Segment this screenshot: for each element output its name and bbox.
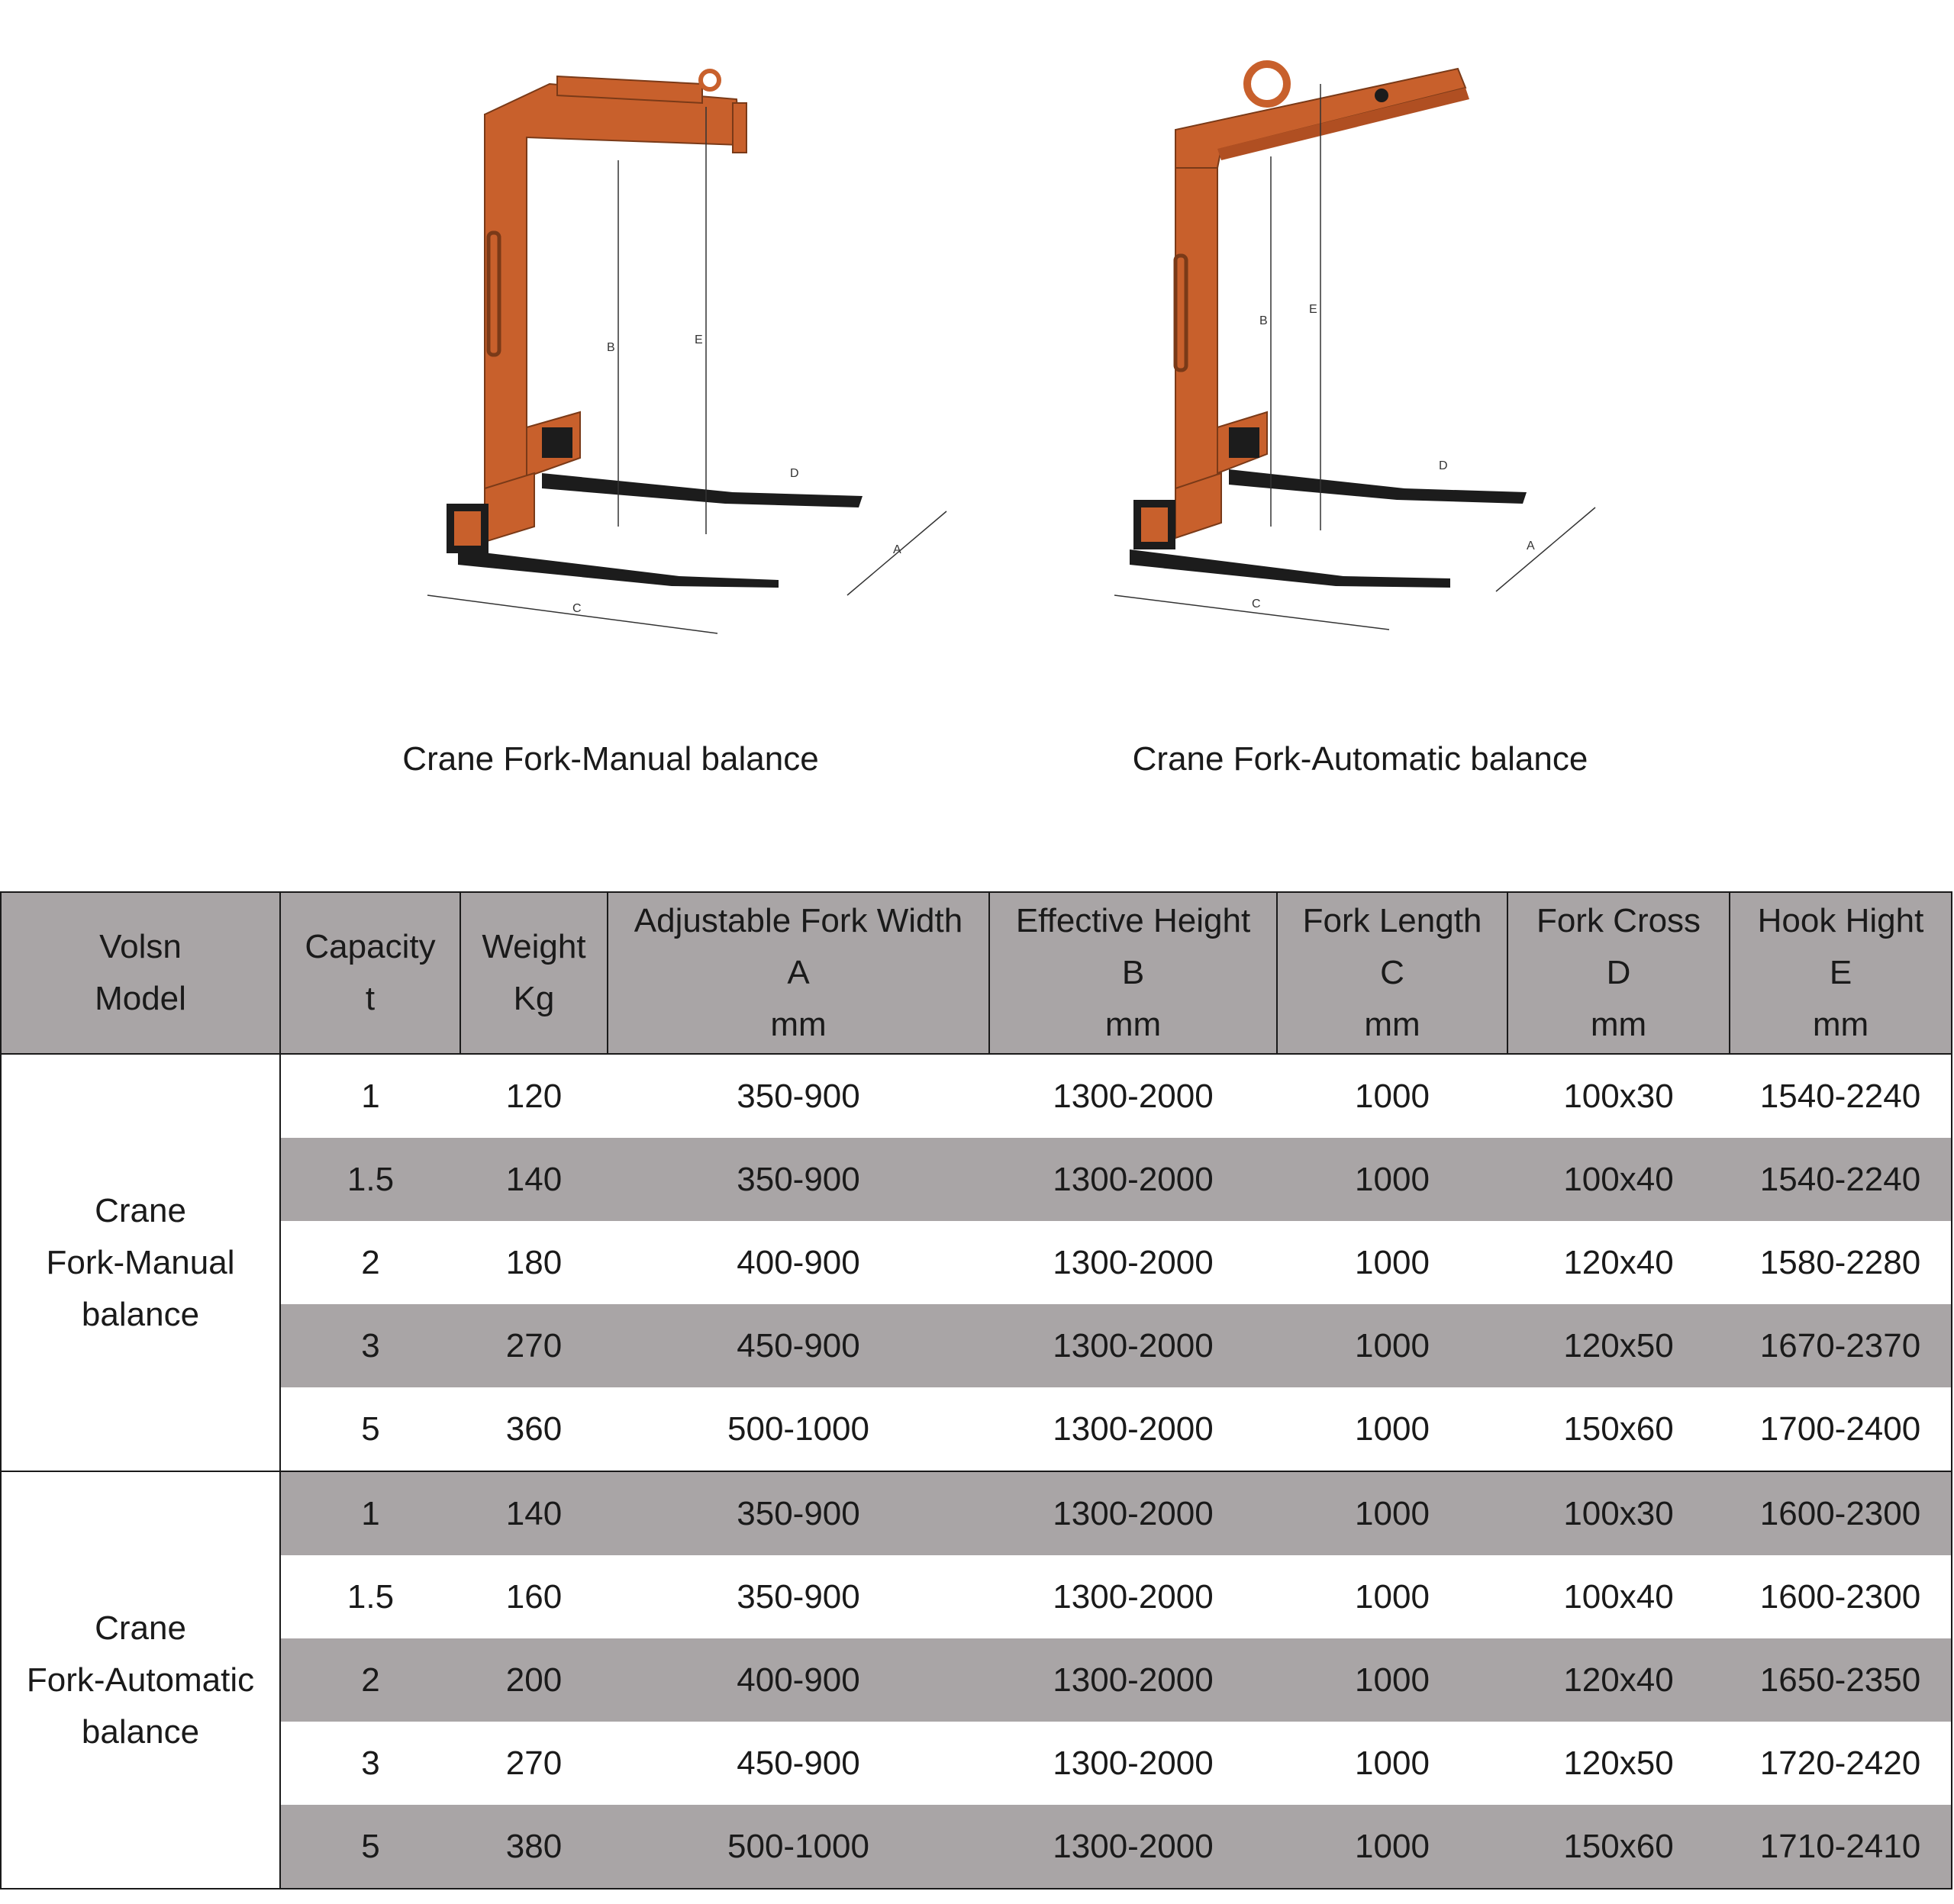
table-cell: 5: [280, 1805, 460, 1889]
table-cell: 3: [280, 1722, 460, 1805]
table-cell: 1600-2300: [1730, 1471, 1952, 1555]
table-body: [1, 1054, 1952, 1889]
fork-upper: [542, 473, 863, 507]
table-cell: 1300-2000: [989, 1054, 1277, 1138]
table-cell: 2: [280, 1638, 460, 1722]
column-header-line: Model: [95, 980, 186, 1017]
table-cell: 100x40: [1507, 1555, 1730, 1638]
table-row: [1, 1722, 1952, 1805]
table-cell: 120x40: [1507, 1221, 1730, 1304]
table-cell: 1540-2240: [1730, 1138, 1952, 1221]
column-header-line: mm: [1590, 1006, 1647, 1043]
table-cell: 400-900: [608, 1221, 989, 1304]
table-cell: 500-1000: [608, 1387, 989, 1471]
table-cell: 1000: [1277, 1805, 1507, 1889]
table-cell: 160: [460, 1555, 608, 1638]
table-row: [1, 1638, 1952, 1722]
model-name-line: balance: [81, 1295, 200, 1333]
table-cell: 120: [460, 1054, 608, 1138]
model-name-line: Fork-Manual: [46, 1243, 235, 1281]
table-cell: 1000: [1277, 1054, 1507, 1138]
model-name-cell: [1, 1054, 280, 1471]
label-a: A: [893, 543, 901, 556]
label-e: E: [695, 333, 703, 346]
model-name-cell: [1, 1471, 280, 1889]
table-cell: 3: [280, 1304, 460, 1387]
table-cell: 100x30: [1507, 1054, 1730, 1138]
column-header-line: Volsn: [99, 928, 182, 965]
table-cell: 1.5: [280, 1138, 460, 1221]
column-header-line: mm: [1364, 1006, 1420, 1043]
model-name-line: Crane: [95, 1609, 186, 1647]
table-cell: 140: [460, 1138, 608, 1221]
table-cell: 1000: [1277, 1722, 1507, 1805]
table-cell: 1710-2410: [1730, 1805, 1952, 1889]
table-cell: 1000: [1277, 1638, 1507, 1722]
table-row: [1, 1387, 1952, 1471]
table-cell: 350-900: [608, 1471, 989, 1555]
label-e: E: [1309, 303, 1317, 316]
table-cell: 180: [460, 1221, 608, 1304]
table-row: [1, 1221, 1952, 1304]
column-header-line: A: [787, 954, 810, 991]
table-cell: 100x40: [1507, 1138, 1730, 1221]
table-cell: 200: [460, 1638, 608, 1722]
table-row: [1, 1805, 1952, 1889]
table-cell: 100x30: [1507, 1471, 1730, 1555]
table-cell: 120x40: [1507, 1638, 1730, 1722]
column-header: [1730, 892, 1952, 1054]
model-name-line: Crane: [95, 1191, 186, 1229]
table-cell: 1000: [1277, 1471, 1507, 1555]
crane-fork-manual-illustration: [412, 61, 977, 672]
table-cell: 1300-2000: [989, 1221, 1277, 1304]
column-header-line: mm: [770, 1006, 827, 1043]
fork-upper: [1229, 469, 1527, 504]
column-header: [989, 892, 1277, 1054]
table-cell: 2: [280, 1221, 460, 1304]
frame: [1133, 64, 1469, 549]
table-cell: 1300-2000: [989, 1555, 1277, 1638]
table-cell: 500-1000: [608, 1805, 989, 1889]
table-cell: 400-900: [608, 1638, 989, 1722]
table-row: [1, 1138, 1952, 1221]
table-cell: 270: [460, 1722, 608, 1805]
table-row: [1, 1304, 1952, 1387]
column-header-line: mm: [1812, 1006, 1869, 1043]
column-header-line: Weight: [482, 928, 586, 965]
table-cell: 1300-2000: [989, 1387, 1277, 1471]
column-header: [608, 892, 989, 1054]
table-cell: 1670-2370: [1730, 1304, 1952, 1387]
column-header: [280, 892, 460, 1054]
column-header: [1277, 892, 1507, 1054]
table-cell: 1580-2280: [1730, 1221, 1952, 1304]
column-header-line: Effective Height: [1015, 902, 1251, 939]
model-name-line: balance: [81, 1712, 200, 1751]
table-cell: 1700-2400: [1730, 1387, 1952, 1471]
column-header: [1507, 892, 1730, 1054]
table-cell: 350-900: [608, 1555, 989, 1638]
column-header-line: E: [1829, 954, 1852, 991]
crane-fork-automatic-illustration: [1099, 53, 1664, 664]
column-header-line: Adjustable Fork Width: [634, 902, 963, 939]
table-row: [1, 1555, 1952, 1638]
label-d: D: [790, 467, 799, 480]
table-cell: 1000: [1277, 1138, 1507, 1221]
table-cell: 1300-2000: [989, 1138, 1277, 1221]
column-header: [460, 892, 608, 1054]
table-row: [1, 1471, 1952, 1555]
label-a: A: [1527, 540, 1535, 553]
table-cell: 1: [280, 1471, 460, 1555]
column-header-line: Capacity: [305, 928, 436, 965]
column-header-line: Hook Hight: [1757, 902, 1924, 939]
column-header-line: mm: [1104, 1006, 1162, 1043]
table-cell: 350-900: [608, 1138, 989, 1221]
table-cell: 1: [280, 1054, 460, 1138]
table-cell: 1300-2000: [989, 1722, 1277, 1805]
table-cell: 450-900: [608, 1722, 989, 1805]
table-cell: 1540-2240: [1730, 1054, 1952, 1138]
label-c: C: [572, 602, 582, 615]
table-cell: 120x50: [1507, 1304, 1730, 1387]
table-cell: 150x60: [1507, 1805, 1730, 1889]
fork-lower: [458, 549, 779, 588]
table-cell: 1000: [1277, 1304, 1507, 1387]
table-cell: 1000: [1277, 1555, 1507, 1638]
table-cell: 1600-2300: [1730, 1555, 1952, 1638]
table-cell: 1300-2000: [989, 1638, 1277, 1722]
column-header-line: Fork Length: [1302, 902, 1482, 939]
table-cell: 270: [460, 1304, 608, 1387]
column-header-line: D: [1606, 954, 1631, 991]
table-header-row: [1, 892, 1952, 1054]
caption-manual-balance: Crane Fork-Manual balance: [402, 740, 819, 778]
table-row: [1, 1054, 1952, 1138]
column-header-line: Kg: [513, 980, 555, 1017]
label-c: C: [1252, 598, 1261, 611]
label-d: D: [1439, 459, 1448, 472]
table-cell: 150x60: [1507, 1387, 1730, 1471]
table-cell: 1720-2420: [1730, 1722, 1952, 1805]
table-cell: 1300-2000: [989, 1471, 1277, 1555]
column-header-line: Fork Cross: [1536, 902, 1701, 939]
table-cell: 380: [460, 1805, 608, 1889]
label-b: B: [1259, 314, 1268, 327]
column-header: [1, 892, 280, 1054]
table-cell: 1000: [1277, 1387, 1507, 1471]
table-cell: 5: [280, 1387, 460, 1471]
table-cell: 1300-2000: [989, 1304, 1277, 1387]
column-header-line: t: [365, 980, 376, 1017]
table-cell: 120x50: [1507, 1722, 1730, 1805]
table-cell: 140: [460, 1471, 608, 1555]
column-header-line: B: [1121, 954, 1145, 991]
table-cell: 360: [460, 1387, 608, 1471]
label-b: B: [607, 341, 615, 354]
table-cell: 1.5: [280, 1555, 460, 1638]
spec-table: [0, 891, 1952, 1890]
table-cell: 1300-2000: [989, 1805, 1277, 1889]
caption-automatic-balance: Crane Fork-Automatic balance: [1132, 740, 1588, 778]
table-cell: 1650-2350: [1730, 1638, 1952, 1722]
table-cell: 1000: [1277, 1221, 1507, 1304]
model-name-line: Fork-Automatic: [26, 1661, 255, 1699]
column-header-line: C: [1380, 954, 1404, 991]
table-cell: 350-900: [608, 1054, 989, 1138]
fork-lower: [1130, 549, 1450, 588]
table-cell: 450-900: [608, 1304, 989, 1387]
